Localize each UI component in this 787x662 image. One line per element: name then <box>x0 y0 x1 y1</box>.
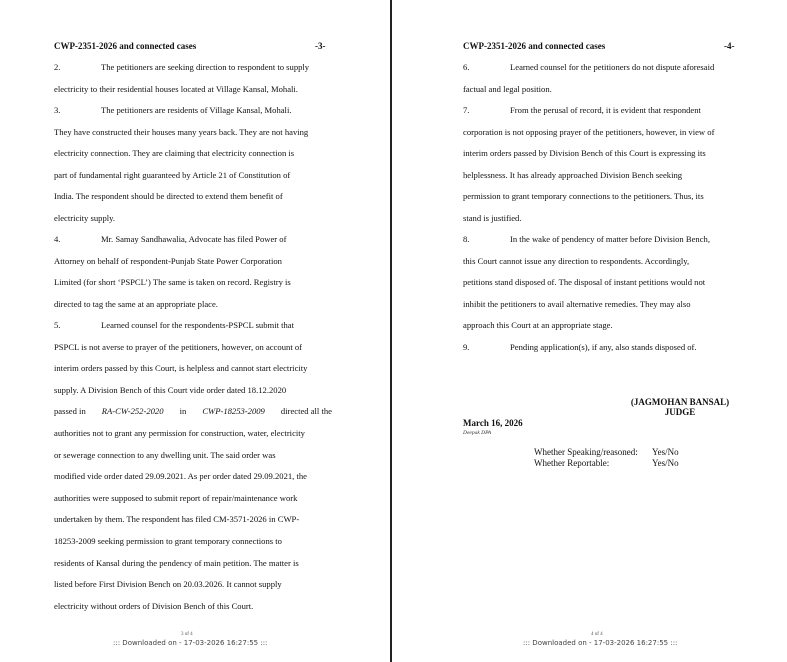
para-line: directed to tag the same at an appropriate place. <box>54 298 218 309</box>
para-line: From the perusal of record, it is evident that respondent <box>510 105 701 115</box>
speaking-question-label: Whether Speaking/reasoned: <box>534 447 638 457</box>
para-line: electricity supply. <box>54 212 116 223</box>
paragraph-3 <box>54 100 332 230</box>
left-page <box>0 0 390 662</box>
text-fragment: directed all the <box>280 406 332 417</box>
page-number-mark: -4- <box>724 41 735 51</box>
para-line: part of fundamental right guaranteed by Article 21 of Constitution of <box>54 169 291 180</box>
judge-title: JUDGE <box>664 407 696 417</box>
para-line-with-refs <box>54 401 332 423</box>
para-line: The petitioners are seeking direction to respondent to supply <box>101 62 310 72</box>
para-line: They have constructed their houses many years back. They are not having <box>54 126 309 137</box>
text-fragment: in <box>179 406 187 417</box>
para-line: PSPCL is not averse to prayer of the petitioners, however, on account of <box>54 341 303 352</box>
para-line: corporation is not opposing prayer of the petitioners, however, in view of <box>463 126 715 137</box>
paragraph-4 <box>54 229 332 315</box>
para-line: permission to grant temporary connections to the petitioners. Thus, its <box>463 191 704 202</box>
para-number: 7. <box>463 105 470 115</box>
paragraph-2 <box>54 57 332 100</box>
text-fragment: passed in <box>54 406 86 417</box>
para-number: 6. <box>463 62 470 72</box>
right-page <box>392 0 787 662</box>
para-line: electricity to their residential houses located at Village Kansal, Mohali. <box>54 83 298 94</box>
para-number: 2. <box>54 62 61 72</box>
paragraph-6 <box>463 57 741 100</box>
para-line: listed before First Division Bench on 20.03.2026. It cannot supply <box>54 579 282 590</box>
para-number: 8. <box>463 234 470 244</box>
footer-download-stamp: ::: Downloaded on - 17-03-2026 16:27:55 ::: <box>113 639 268 647</box>
para-line: India. The respondent should be directed to extend them benefit of <box>54 191 283 202</box>
para-line: modified vide order dated 29.09.2021. As per order dated 29.09.2021, the <box>54 471 307 482</box>
para-line: helplessness. It has already approached Division Bench seeking <box>463 169 683 180</box>
para-line: 18253-2009 seeking permission to grant temporary connections to <box>54 535 282 546</box>
para-number: 3. <box>54 105 61 115</box>
reportable-question-value: Yes/No <box>652 458 679 468</box>
para-line: or sewerage connection to any dwelling unit. The said order was <box>54 449 276 460</box>
para-line: this Court cannot issue any direction to respondents. Accordingly, <box>463 255 690 266</box>
para-line: stand is justified. <box>463 212 522 223</box>
para-line: authorities were supposed to submit report of repair/maintenance work <box>54 492 298 503</box>
para-number: 9. <box>463 342 470 352</box>
para-line: inhibit the petitioners to avail alternative remedies. They may also <box>463 298 691 309</box>
paragraph-5 <box>54 315 332 617</box>
para-line: petitions stand disposed of. The disposal of instant petitions would not <box>463 277 706 288</box>
para-line: Learned counsel for the petitioners do not dispute aforesaid <box>510 62 715 72</box>
para-line: interim orders passed by Division Bench of this Court is expressing its <box>463 148 706 159</box>
paragraph-9 <box>463 337 741 359</box>
para-number: 5. <box>54 320 61 330</box>
paragraph-7 <box>463 100 741 230</box>
page-header: CWP-2351-2026 and connected cases <box>54 41 197 51</box>
para-line: The petitioners are residents of Village Kansal, Mohali. <box>101 105 292 115</box>
para-line: electricity without orders of Division Bench of this Court. <box>54 600 254 611</box>
case-reference: CWP-18253-2009 <box>202 406 265 417</box>
para-line: factual and legal position. <box>463 83 552 94</box>
para-line: Pending application(s), if any, also stands disposed of. <box>510 342 697 352</box>
para-line: undertaken by them. The respondent has filed CM-3571-2026 in CWP- <box>54 514 300 525</box>
para-line: authorities not to grant any permission for construction, water, electricity <box>54 427 305 438</box>
para-line: Attorney on behalf of respondent-Punjab State Power Corporation <box>54 255 282 266</box>
para-line: residents of Kansal during the pendency of main petition. The matter is <box>54 557 299 568</box>
signature-block <box>620 397 740 417</box>
case-reference: RA-CW-252-2020 <box>101 406 164 417</box>
para-line: electricity connection. They are claiming that electricity connection is <box>54 148 295 159</box>
page-header: CWP-2351-2026 and connected cases <box>463 41 606 51</box>
para-number: 4. <box>54 234 61 244</box>
reportable-question-label: Whether Reportable: <box>534 458 610 468</box>
para-line: supply. A Division Bench of this Court vide order dated 18.12.2020 <box>54 384 287 395</box>
page-number-mark: -3- <box>315 41 326 51</box>
para-line: Learned counsel for the respondents-PSPCL submit that <box>101 320 295 330</box>
para-line: Limited (for short ‘PSPCL’) The same is taken on record. Registry is <box>54 277 291 288</box>
para-line: approach this Court at an appropriate stage. <box>463 320 613 331</box>
stenographer-initials: Deepak DPA <box>463 430 492 436</box>
footer-download-stamp: ::: Downloaded on - 17-03-2026 16:27:55 ::: <box>523 639 678 647</box>
judge-name: (JAGMOHAN BANSAL) <box>630 397 730 407</box>
para-line: interim orders passed by this Court, is helpless and cannot start electricity <box>54 363 308 374</box>
footer-page-count: 4 of 4 <box>591 632 603 637</box>
order-date: March 16, 2026 <box>463 418 523 428</box>
para-line: In the wake of pendency of matter before Division Bench, <box>510 234 710 244</box>
footer-page-count: 3 of 4 <box>181 632 193 637</box>
speaking-question-value: Yes/No <box>652 447 679 457</box>
para-line: Mr. Samay Sandhawalia, Advocate has filed Power of <box>101 234 287 244</box>
paragraph-8 <box>463 229 741 337</box>
